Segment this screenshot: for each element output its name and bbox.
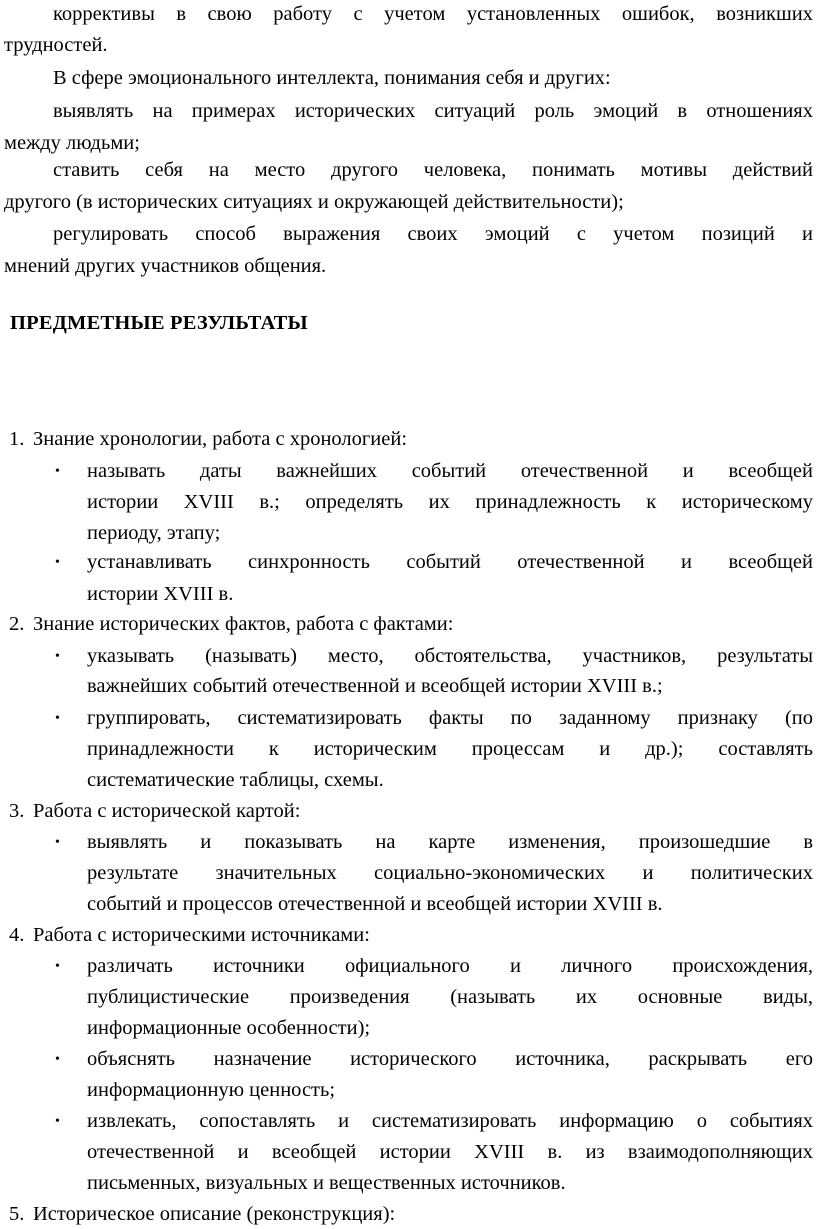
- intro-line: между людьми;: [4, 132, 140, 154]
- bullet-icon: •: [55, 464, 60, 479]
- bullet-icon: •: [55, 649, 60, 664]
- bullet-icon: •: [55, 1114, 60, 1129]
- bullet-line: устанавливать синхронность событий отечественной и всеобщей: [87, 551, 813, 573]
- intro-line: трудностей.: [4, 34, 108, 56]
- list-item-title: Знание хронологии, работа с хронологией:: [33, 428, 408, 450]
- bullet-line: событий и процессов отечественной и всеобщей истории XVIII в.: [87, 893, 663, 915]
- bullet-line: извлекать, сопоставлять и систематизировать информацию о событиях: [87, 1110, 813, 1132]
- bullet-line: систематические таблицы, схемы.: [87, 769, 384, 791]
- bullet-icon: •: [55, 1052, 60, 1067]
- list-number: 3.: [9, 800, 25, 822]
- bullet-line: информационные особенности);: [87, 1017, 371, 1039]
- bullet-icon: •: [55, 835, 60, 850]
- list-number: 5.: [9, 1203, 25, 1225]
- bullet-line: объяснять назначение исторического источника, раскрывать его: [87, 1048, 813, 1070]
- list-number: 1.: [9, 428, 25, 450]
- intro-line: мнений других участников общения.: [4, 255, 327, 277]
- bullet-line: информационную ценность;: [87, 1079, 336, 1101]
- bullet-line: результате значительных социально-экономических и политических: [87, 862, 813, 884]
- list-item-title: Историческое описание (реконструкция):: [33, 1203, 396, 1225]
- bullet-line: публицистические произведения (называть их основные виды,: [87, 986, 813, 1008]
- bullet-icon: •: [55, 959, 60, 974]
- bullet-icon: •: [55, 711, 60, 726]
- bullet-line: выявлять и показывать на карте изменения, произошедшие в: [87, 831, 813, 853]
- bullet-line: принадлежности к историческим процессам и др.); составлять: [87, 738, 813, 760]
- bullet-line: письменных, визуальных и вещественных источников.: [87, 1172, 566, 1194]
- intro-line: выявлять на примерах исторических ситуаций роль эмоций в отношениях: [53, 100, 813, 122]
- intro-line: ставить себя на место другого человека, понимать мотивы действий: [53, 159, 813, 181]
- intro-line: другого (в исторических ситуациях и окружающей действительности);: [4, 191, 624, 213]
- bullet-icon: •: [55, 555, 60, 570]
- list-item-title: Работа с историческими источниками:: [33, 924, 370, 946]
- bullet-line: отечественной и всеобщей истории XVIII в. из взаимодополняющих: [87, 1141, 813, 1163]
- intro-line: регулировать способ выражения своих эмоций с учетом позиций и: [53, 223, 813, 245]
- intro-line: коррективы в свою работу с учетом установленных ошибок, возникших: [53, 3, 813, 25]
- intro-line: В сфере эмоционального интеллекта, понимания себя и других:: [53, 67, 611, 89]
- bullet-line: различать источники официального и личного происхождения,: [87, 955, 813, 977]
- list-number: 4.: [9, 924, 25, 946]
- list-number: 2.: [9, 613, 25, 635]
- section-heading: ПРЕДМЕТНЫЕ РЕЗУЛЬТАТЫ: [10, 312, 308, 334]
- bullet-line: называть даты важнейших событий отечественной и всеобщей: [87, 460, 813, 482]
- bullet-line: указывать (называть) место, обстоятельства, участников, результаты: [87, 645, 813, 667]
- list-item-title: Работа с исторической картой:: [33, 800, 301, 822]
- bullet-line: важнейших событий отечественной и всеобщей истории XVIII в.;: [87, 675, 663, 697]
- bullet-line: периоду, этапу;: [87, 522, 221, 544]
- bullet-line: истории XVIII в.; определять их принадлежность к историческому: [87, 491, 813, 513]
- bullet-line: группировать, систематизировать факты по заданному признаку (по: [87, 707, 813, 729]
- bullet-line: истории XVIII в.: [87, 583, 234, 605]
- list-item-title: Знание исторических фактов, работа с фактами:: [33, 613, 454, 635]
